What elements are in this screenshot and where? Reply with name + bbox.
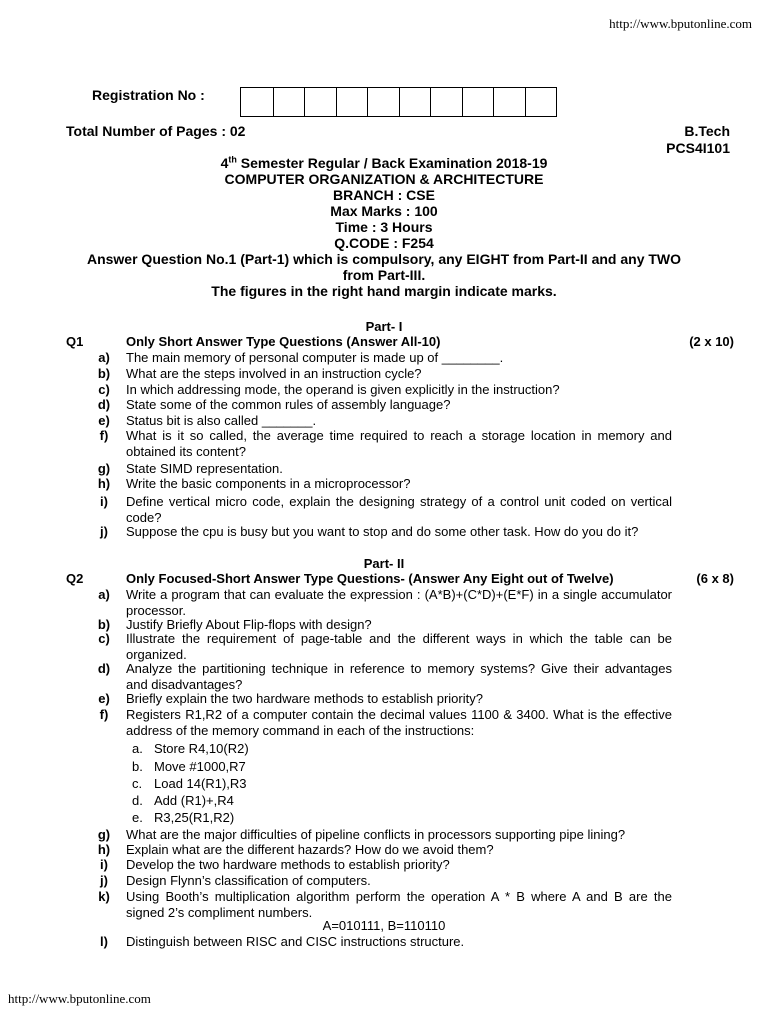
q2-marks: (6 x 8) <box>696 571 734 586</box>
course-info <box>666 123 730 157</box>
f-subitem: a. Store R4,10(R2) <box>132 741 249 756</box>
footer-url[interactable]: http://www.bputonline.com <box>8 991 151 1006</box>
paper-code: PCS4I101 <box>666 140 730 156</box>
branch: BRANCH : CSE <box>333 187 435 203</box>
registration-boxes <box>240 87 557 117</box>
f-subitem: b. Move #1000,R7 <box>132 759 246 774</box>
registration-box <box>493 88 525 116</box>
q2-heading: Only Focused-Short Answer Type Questions- (Answer Any Eight out of Twelve) <box>126 571 614 586</box>
registration-box <box>241 88 273 116</box>
registration-box <box>462 88 494 116</box>
degree: B.Tech <box>684 123 730 139</box>
k-values: A=010111, B=110110 <box>322 918 446 933</box>
time: Time : 3 Hours <box>335 219 433 235</box>
total-pages: Total Number of Pages : 02 <box>66 123 246 139</box>
registration-box <box>336 88 368 116</box>
q1-marks: (2 x 10) <box>689 334 734 349</box>
q1-heading: Only Short Answer Type Questions (Answer All-10) <box>126 334 441 349</box>
registration-box <box>304 88 336 116</box>
semester-line: 4th Semester Regular / Back Examination 2018-19 <box>220 154 548 171</box>
part-1-title: Part- I <box>365 319 403 334</box>
q-code: Q.CODE : F254 <box>334 235 434 251</box>
q2-number: Q2 <box>66 571 84 586</box>
q1-number: Q1 <box>66 334 84 349</box>
registration-label: Registration No : <box>92 87 205 103</box>
f-subitem: c. Load 14(R1),R3 <box>132 776 247 791</box>
registration-box <box>273 88 305 116</box>
header-url[interactable]: http://www.bputonline.com <box>609 16 752 31</box>
subject-title: COMPUTER ORGANIZATION & ARCHITECTURE <box>224 171 544 187</box>
instruction-line-2: The figures in the right hand margin indicate marks. <box>211 283 557 299</box>
part-2-title: Part- II <box>363 556 405 571</box>
max-marks: Max Marks : 100 <box>330 203 438 219</box>
instruction-line-1: Answer Question No.1 (Part-1) which is compulsory, any EIGHT from Part-II and any TWO <box>86 251 682 267</box>
f-subitem: e. R3,25(R1,R2) <box>132 810 235 825</box>
exam-header <box>0 155 768 299</box>
registration-box <box>430 88 462 116</box>
registration-box <box>525 88 557 116</box>
registration-box <box>399 88 431 116</box>
f-subitem: d. Add (R1)+,R4 <box>132 793 234 808</box>
instruction-line-1b: from Part-III. <box>342 267 426 283</box>
registration-box <box>367 88 399 116</box>
